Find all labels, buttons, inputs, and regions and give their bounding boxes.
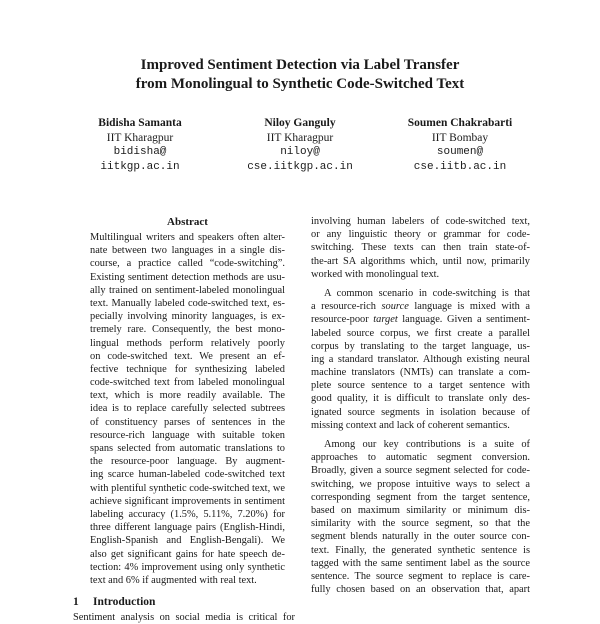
text-segment: language is mixed with a [408, 301, 530, 313]
abstract-line: lingual methods perform relatively poorly [90, 337, 285, 349]
section-title: Introduction [93, 596, 156, 609]
text-line: tagged with the same sentiment label as the source [311, 557, 530, 569]
abstract-line: pecially involving minority languages, is ex- [90, 311, 285, 323]
text-segment: A common scenario in code-switching is that [324, 287, 530, 299]
left-column [73, 215, 295, 624]
text-line: fully chosen based on an observation that, apart [311, 584, 530, 596]
emphasized-term: target [373, 314, 398, 326]
abstract-line: ally trained on sentiment-labeled monolingual [90, 284, 285, 296]
text-line [311, 392, 530, 405]
text-line: worked with monolingual text. [311, 268, 440, 280]
author-affiliation: IIT Bombay [431, 131, 489, 144]
right-column [311, 215, 530, 596]
abstract-line: English-Spanish and English-Bengali). We [90, 535, 285, 547]
abstract-line: text and 6% if augmented with real text. [90, 574, 257, 586]
text-line [311, 366, 530, 379]
author-email-domain: iitkgp.ac.in [100, 160, 180, 173]
abstract-line: achieve significant improvements in sentiment [90, 495, 285, 507]
text-line: Broadly, given a source segment selected for code- [311, 465, 530, 477]
text-segment: missing context and lack of coherent semantics. [311, 419, 510, 431]
author-block-2 [220, 116, 380, 174]
abstract-line: text. Manually labeled code-switched text, es- [90, 297, 285, 309]
text-segment: machine translators (NMTs) can translate a com- [311, 367, 530, 379]
abstract-line: of constituency parses of sentences in the [90, 416, 285, 428]
text-line: corresponding segment from the target sentence, [311, 491, 530, 503]
abstract-line: fective technique for synthesizing labeled [90, 363, 285, 375]
text-segment: corpus by translating to the target language, us- [311, 340, 530, 352]
paragraph-continuation [311, 215, 530, 281]
text-line: similarity with the source segment, so that the [311, 518, 530, 530]
text-line: sentence. The source segment to replace is care- [311, 570, 530, 582]
text-line [311, 406, 530, 419]
text-line [311, 340, 530, 353]
author-email-user: bidisha@ [113, 146, 167, 158]
paper-title [0, 56, 600, 94]
abstract-body [90, 231, 285, 587]
abstract-line: the resource-poor language. By augment- [90, 456, 285, 468]
author-affiliation: IIT Kharagpur [266, 131, 334, 144]
paragraph-code-switching-scenario [311, 287, 530, 432]
text-segment: good quality, it is difficult to translate only des- [311, 393, 530, 405]
author-name: Soumen Chakrabarti [407, 117, 513, 129]
paragraph-contributions [311, 438, 530, 596]
text-line [311, 379, 530, 392]
abstract-line: idea is to replace carefully selected subtrees [90, 403, 285, 415]
text-segment: ignated source segments in isolation because of [311, 406, 530, 418]
emphasized-term: source [381, 301, 409, 313]
author-affiliation: IIT Kharagpur [106, 131, 174, 144]
text-line: approaches to automatic segment conversion. [311, 452, 530, 464]
abstract-line: ing scarce human-labeled code-switched text [90, 469, 285, 481]
text-line: text. Finally, the generated synthetic sentence is [311, 544, 530, 556]
author-block-3 [375, 116, 545, 174]
text-line: the-art SA algorithms which, until now, primarily [311, 255, 530, 267]
title-line-2: from Monolingual to Synthetic Code-Switched Text [135, 76, 465, 92]
abstract-line: course, a practice called “code-switching”. [90, 258, 285, 270]
abstract-line: text, which is more readily available. The [90, 390, 285, 402]
abstract-line: with plentiful synthetic code-switched text, we [90, 482, 285, 494]
section-number: 1 [73, 596, 79, 609]
text-line: or any linguistic theory or grammar for code- [311, 229, 530, 241]
text-line: segment blends naturally in the outer source con- [311, 531, 530, 543]
text-line [311, 300, 530, 313]
text-line: switching, we propose intuitive ways to select a [311, 478, 530, 490]
abstract-line: on code-switched text. We present an ef- [90, 350, 285, 362]
text-line [311, 353, 530, 366]
text-line [311, 327, 530, 340]
abstract-line: tremely rare. Consequently, the best mono- [90, 324, 285, 336]
abstract-line: resource-rich language with suitable token [90, 429, 285, 441]
author-email-domain: cse.iitkgp.ac.in [247, 160, 353, 173]
abstract-line: nate between two languages in a single dis- [90, 245, 285, 257]
text-segment: ing a standard translator. Although existing neural [311, 353, 530, 365]
abstract-line: three different language pairs (English-Hindi, [90, 522, 285, 534]
author-block-1 [60, 116, 220, 174]
intro-first-line: Sentiment analysis on social media is critical for [73, 612, 295, 624]
abstract-line: labeling accuracy (1.5%, 5.11%, 7.20%) for [90, 508, 285, 520]
text-segment: plete source sentence to a target sentence with [311, 380, 530, 392]
author-name: Bidisha Samanta [98, 117, 182, 129]
author-name: Niloy Ganguly [264, 117, 336, 129]
author-email-user: niloy@ [280, 146, 320, 158]
author-email-user: soumen@ [436, 146, 484, 158]
abstract-line: code-switched text from labeled monolingual [90, 377, 285, 389]
title-line-1: Improved Sentiment Detection via Label Transfer [140, 57, 460, 73]
abstract-line: Existing sentiment detection methods are usu- [90, 271, 285, 283]
text-line: based on maximum similarity or minimum dis- [311, 504, 530, 516]
text-line [311, 313, 530, 326]
text-line [311, 419, 530, 432]
introduction-heading [73, 593, 285, 611]
abstract-line: Multilingual writers and speakers often alter- [90, 232, 285, 243]
text-line: involving human labelers of code-switched text, [311, 216, 530, 227]
text-segment: labeled source corpus, we first create a parallel [311, 327, 530, 339]
text-segment: resource-poor [311, 314, 374, 326]
text-line [311, 287, 530, 300]
text-line: Among our key contributions is a suite of [324, 439, 530, 450]
abstract-heading: Abstract [167, 216, 208, 228]
text-segment: language. Given a sentiment- [397, 314, 531, 326]
abstract-line: also get significant gains for hate speech de- [90, 548, 285, 560]
abstract-line: spans selected from automatic translations to [90, 443, 285, 454]
author-email-domain: cse.iitb.ac.in [413, 160, 507, 173]
text-segment: a resource-rich [311, 301, 382, 313]
abstract-line: tection: 4% improvement using only synthetic [90, 561, 285, 573]
text-line: switching. These texts can then train state-of- [311, 242, 530, 254]
